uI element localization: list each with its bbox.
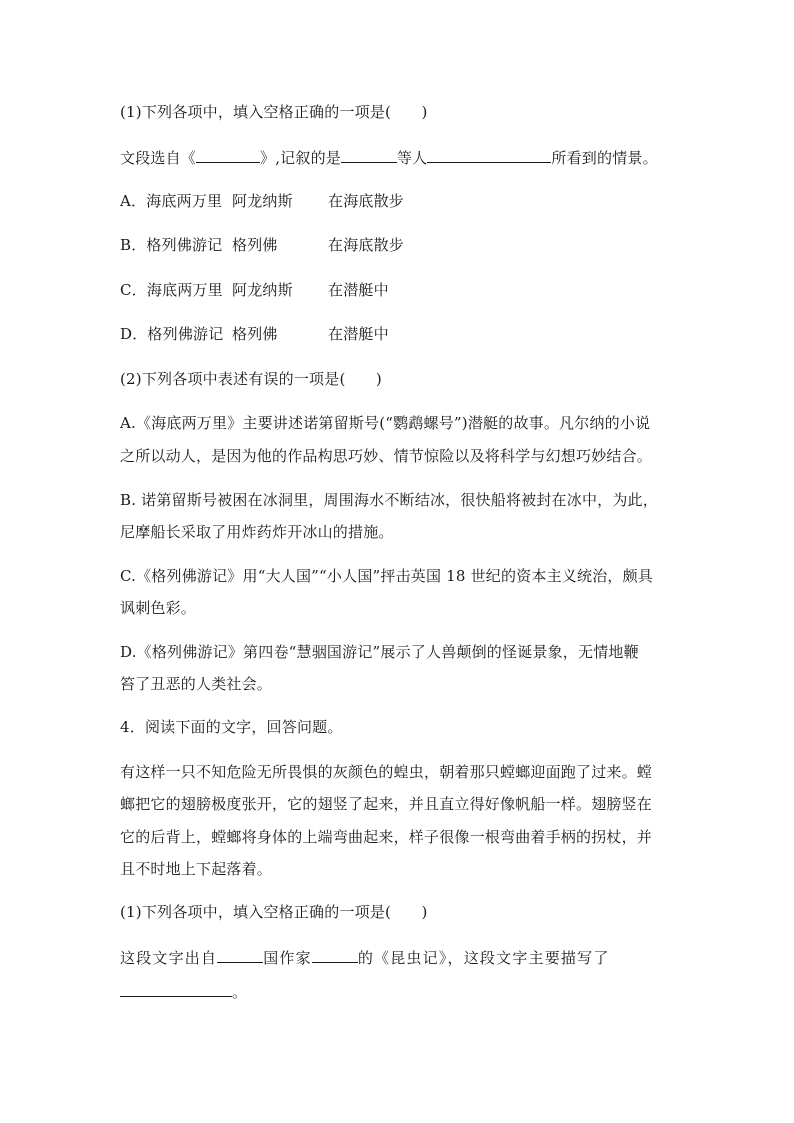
option-b-scene: 在海底散步 [328,236,405,254]
option-c-scene: 在潜艇中 [328,281,389,299]
q4-1-fill-line [120,946,610,968]
q2-option-a-line2: 之所以动人，是因为他的作品构思巧妙、情节惊险以及将科学与幻想巧妙结合。 [120,447,653,465]
option-b-book: B．格列佛游记 [120,236,223,254]
q2-stem: (2)下列各项中表述有误的一项是( ) [120,370,382,388]
q1-option-c [120,280,389,300]
q4-1-fill-line2 [120,980,247,1002]
q4-1-stem: (1)下列各项中，填入空格正确的一项是( ) [120,903,428,921]
q4-fill-mid1: 国作家 [263,949,312,967]
passage-line-4: 且不时地上下起落着。 [120,860,273,878]
q4-title: 4．阅读下面的文字，回答问题。 [120,718,343,736]
q2-option-a-line1: A.《海底两万里》主要讲述诺第留斯号(“鹦鹉螺号”)潜艇的故事。凡尔纳的小说 [120,414,651,432]
blank-characters[interactable] [341,146,397,163]
q4-fill-mid2: 的《昆虫记》，这段文字主要描写了 [357,949,610,967]
blank-description[interactable] [120,980,232,997]
option-d-scene: 在潜艇中 [328,325,389,343]
option-a-person: 阿龙纳斯 [232,192,293,210]
q2-option-b-line1: B. 诺第留斯号被困在冰洞里，周围海水不断结冰，很快船将被封在冰中，为此， [120,491,658,509]
option-c-person: 阿龙纳斯 [232,281,293,299]
q1-fill-mid2: 等人 [396,149,428,167]
blank-author[interactable] [312,946,358,963]
q2-option-c-line1: C.《格列佛游记》用“大人国”“小人国”抨击英国 18 世纪的资本主义统治，颇具 [120,567,654,585]
q1-option-a [120,191,404,211]
option-a-scene: 在海底散步 [328,192,405,210]
option-b-person: 格列佛 [232,236,278,254]
q1-option-d [120,324,389,344]
q1-stem: (1)下列各项中，填入空格正确的一项是( ) [120,103,428,121]
option-d-person: 格列佛 [232,325,278,343]
q2-option-d-line1: D.《格列佛游记》第四卷“慧骃国游记”展示了人兽颠倒的怪诞景象，无情地鞭 [120,643,639,661]
q4-fill-end: 。 [232,983,248,1001]
q4-fill-prefix: 这段文字出自 [120,949,218,967]
q1-fill-prefix: 文段选自《 [120,149,197,167]
q1-fill-mid1: 》,记叙的是 [260,149,341,167]
blank-scene[interactable] [427,146,551,163]
passage-line-3: 它的后背上，螳螂将身体的上端弯曲起来，样子很像一根弯曲着手柄的拐杖，并 [120,828,653,846]
q2-option-d-line2: 笞了丑恶的人类社会。 [120,675,273,693]
option-a-book: A．海底两万里 [120,192,223,210]
q2-option-c-line2: 讽刺色彩。 [120,599,197,617]
q1-option-b [120,235,404,255]
option-c-book: C．海底两万里 [120,281,223,299]
q1-fill-suffix: 所看到的情景。 [551,149,658,167]
q2-option-b-line2: 尼摩船长采取了用炸药炸开冰山的措施。 [120,523,394,541]
q1-fill-line [120,146,658,168]
option-d-book: D．格列佛游记 [120,325,224,343]
blank-book-title[interactable] [196,146,260,163]
passage-line-2: 螂把它的翅膀极度张开，它的翅竖了起来，并且直立得好像帆船一样。翅膀竖在 [120,795,653,813]
blank-country[interactable] [217,946,263,963]
passage-line-1: 有这样一只不知危险无所畏惧的灰颜色的蝗虫，朝着那只螳螂迎面跑了过来。螳 [120,763,653,781]
